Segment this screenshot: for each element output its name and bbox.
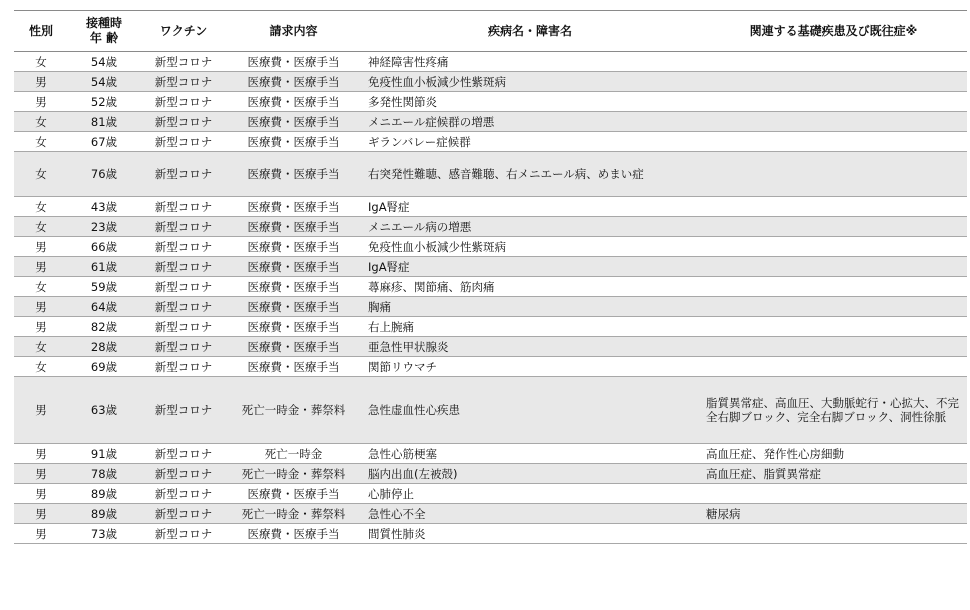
cell-age: 43歳 bbox=[68, 197, 140, 217]
table-row bbox=[14, 377, 967, 444]
cell-sex: 男 bbox=[14, 297, 68, 317]
cell-related bbox=[700, 72, 967, 92]
cell-sex: 女 bbox=[14, 52, 68, 72]
cell-disease: IgA腎症 bbox=[360, 197, 700, 217]
cell-age: 63歳 bbox=[68, 377, 140, 444]
cell-disease: 間質性肺炎 bbox=[360, 524, 700, 544]
cell-related bbox=[700, 524, 967, 544]
cell-disease: 急性心不全 bbox=[360, 504, 700, 524]
table-row bbox=[14, 504, 967, 524]
cell-sex: 女 bbox=[14, 152, 68, 197]
cell-related bbox=[700, 357, 967, 377]
table-row bbox=[14, 52, 967, 72]
cell-age: 76歳 bbox=[68, 152, 140, 197]
cell-claim: 医療費・医療手当 bbox=[227, 237, 360, 257]
cell-related bbox=[700, 197, 967, 217]
cell-vaccine: 新型コロナ bbox=[140, 52, 227, 72]
cell-related bbox=[700, 297, 967, 317]
cell-vaccine: 新型コロナ bbox=[140, 92, 227, 112]
header-age-line2: 年 齢 bbox=[89, 31, 119, 45]
cell-vaccine: 新型コロナ bbox=[140, 132, 227, 152]
cell-vaccine: 新型コロナ bbox=[140, 357, 227, 377]
table-row bbox=[14, 257, 967, 277]
cell-claim: 医療費・医療手当 bbox=[227, 277, 360, 297]
cell-claim: 医療費・医療手当 bbox=[227, 524, 360, 544]
cell-age: 52歳 bbox=[68, 92, 140, 112]
table-row bbox=[14, 337, 967, 357]
table-row bbox=[14, 464, 967, 484]
cell-vaccine: 新型コロナ bbox=[140, 277, 227, 297]
cell-sex: 女 bbox=[14, 337, 68, 357]
cell-claim: 医療費・医療手当 bbox=[227, 357, 360, 377]
cell-sex: 女 bbox=[14, 357, 68, 377]
cell-related bbox=[700, 317, 967, 337]
cell-sex: 男 bbox=[14, 524, 68, 544]
table-row bbox=[14, 277, 967, 297]
header-claim: 請求内容 bbox=[227, 11, 360, 52]
cell-related bbox=[700, 337, 967, 357]
table-row bbox=[14, 317, 967, 337]
cell-vaccine: 新型コロナ bbox=[140, 337, 227, 357]
cell-age: 69歳 bbox=[68, 357, 140, 377]
cell-age: 66歳 bbox=[68, 237, 140, 257]
header-row bbox=[14, 11, 967, 52]
table-row bbox=[14, 72, 967, 92]
cell-sex: 男 bbox=[14, 317, 68, 337]
cell-sex: 男 bbox=[14, 504, 68, 524]
cell-claim: 医療費・医療手当 bbox=[227, 297, 360, 317]
table-row bbox=[14, 524, 967, 544]
table-row bbox=[14, 197, 967, 217]
cell-claim: 死亡一時金・葬祭料 bbox=[227, 504, 360, 524]
table-row bbox=[14, 237, 967, 257]
cell-claim: 医療費・医療手当 bbox=[227, 197, 360, 217]
cell-age: 89歳 bbox=[68, 484, 140, 504]
cell-claim: 医療費・医療手当 bbox=[227, 317, 360, 337]
table-row bbox=[14, 484, 967, 504]
cell-related bbox=[700, 217, 967, 237]
cell-vaccine: 新型コロナ bbox=[140, 197, 227, 217]
header-age bbox=[68, 11, 140, 52]
cell-claim: 医療費・医療手当 bbox=[227, 257, 360, 277]
cell-claim: 医療費・医療手当 bbox=[227, 112, 360, 132]
cell-sex: 男 bbox=[14, 257, 68, 277]
cell-disease: 多発性関節炎 bbox=[360, 92, 700, 112]
cell-vaccine: 新型コロナ bbox=[140, 524, 227, 544]
cell-sex: 女 bbox=[14, 132, 68, 152]
cell-age: 67歳 bbox=[68, 132, 140, 152]
cell-sex: 女 bbox=[14, 217, 68, 237]
cell-claim: 医療費・医療手当 bbox=[227, 92, 360, 112]
table-row bbox=[14, 92, 967, 112]
cell-claim: 死亡一時金・葬祭料 bbox=[227, 377, 360, 444]
cell-related bbox=[700, 52, 967, 72]
cell-claim: 医療費・医療手当 bbox=[227, 132, 360, 152]
cell-related: 糖尿病 bbox=[700, 504, 967, 524]
cell-related bbox=[700, 484, 967, 504]
cell-vaccine: 新型コロナ bbox=[140, 112, 227, 132]
cell-claim: 医療費・医療手当 bbox=[227, 337, 360, 357]
cell-disease: 脳内出血(左被殻) bbox=[360, 464, 700, 484]
cell-age: 59歳 bbox=[68, 277, 140, 297]
cell-claim: 医療費・医療手当 bbox=[227, 217, 360, 237]
table-row bbox=[14, 357, 967, 377]
cell-vaccine: 新型コロナ bbox=[140, 297, 227, 317]
cell-related bbox=[700, 132, 967, 152]
cell-vaccine: 新型コロナ bbox=[140, 464, 227, 484]
table-body bbox=[14, 52, 967, 544]
cell-disease: 蕁麻疹、関節痛、筋肉痛 bbox=[360, 277, 700, 297]
cell-disease: 右突発性難聴、感音難聴、右メニエール病、めまい症 bbox=[360, 152, 700, 197]
cell-disease: 関節リウマチ bbox=[360, 357, 700, 377]
cell-related: 高血圧症、脂質異常症 bbox=[700, 464, 967, 484]
cell-age: 54歳 bbox=[68, 72, 140, 92]
cell-claim: 死亡一時金・葬祭料 bbox=[227, 464, 360, 484]
cell-disease: 神経障害性疼痛 bbox=[360, 52, 700, 72]
cell-vaccine: 新型コロナ bbox=[140, 217, 227, 237]
cell-vaccine: 新型コロナ bbox=[140, 504, 227, 524]
header-sex: 性別 bbox=[14, 11, 68, 52]
cell-age: 73歳 bbox=[68, 524, 140, 544]
cell-age: 28歳 bbox=[68, 337, 140, 357]
cell-vaccine: 新型コロナ bbox=[140, 317, 227, 337]
cell-related: 高血圧症、発作性心房細動 bbox=[700, 444, 967, 464]
header-disease: 疾病名・障害名 bbox=[360, 11, 700, 52]
cell-disease: 急性心筋梗塞 bbox=[360, 444, 700, 464]
cell-vaccine: 新型コロナ bbox=[140, 377, 227, 444]
cell-disease: IgA腎症 bbox=[360, 257, 700, 277]
cell-sex: 女 bbox=[14, 112, 68, 132]
cell-related: 脂質異常症、高血圧、大動脈蛇行・心拡大、不完全右脚ブロック、完全右脚ブロック、洞性徐脈 bbox=[700, 377, 967, 444]
cell-age: 81歳 bbox=[68, 112, 140, 132]
cell-related bbox=[700, 152, 967, 197]
cell-disease: 急性虚血性心疾患 bbox=[360, 377, 700, 444]
cell-vaccine: 新型コロナ bbox=[140, 237, 227, 257]
claims-table-container bbox=[14, 10, 967, 544]
claims-table bbox=[14, 10, 967, 544]
header-age-line1: 接種時 bbox=[85, 16, 122, 30]
cell-disease: 免疫性血小板減少性紫斑病 bbox=[360, 237, 700, 257]
cell-sex: 男 bbox=[14, 484, 68, 504]
table-row bbox=[14, 217, 967, 237]
cell-vaccine: 新型コロナ bbox=[140, 72, 227, 92]
cell-age: 64歳 bbox=[68, 297, 140, 317]
cell-disease: 免疫性血小板減少性紫斑病 bbox=[360, 72, 700, 92]
table-row bbox=[14, 297, 967, 317]
cell-age: 61歳 bbox=[68, 257, 140, 277]
cell-sex: 女 bbox=[14, 197, 68, 217]
cell-sex: 男 bbox=[14, 377, 68, 444]
cell-disease: ギランバレー症候群 bbox=[360, 132, 700, 152]
cell-sex: 男 bbox=[14, 464, 68, 484]
cell-vaccine: 新型コロナ bbox=[140, 484, 227, 504]
cell-vaccine: 新型コロナ bbox=[140, 444, 227, 464]
table-header bbox=[14, 11, 967, 52]
cell-vaccine: 新型コロナ bbox=[140, 152, 227, 197]
cell-claim: 医療費・医療手当 bbox=[227, 52, 360, 72]
cell-claim: 死亡一時金 bbox=[227, 444, 360, 464]
cell-age: 78歳 bbox=[68, 464, 140, 484]
cell-disease: メニエール病の増悪 bbox=[360, 217, 700, 237]
cell-disease: 胸痛 bbox=[360, 297, 700, 317]
table-row bbox=[14, 152, 967, 197]
cell-sex: 男 bbox=[14, 92, 68, 112]
cell-related bbox=[700, 112, 967, 132]
cell-sex: 男 bbox=[14, 237, 68, 257]
cell-sex: 男 bbox=[14, 72, 68, 92]
table-row bbox=[14, 444, 967, 464]
cell-disease: 右上腕痛 bbox=[360, 317, 700, 337]
cell-disease: メニエール症候群の増悪 bbox=[360, 112, 700, 132]
cell-sex: 女 bbox=[14, 277, 68, 297]
cell-age: 91歳 bbox=[68, 444, 140, 464]
cell-sex: 男 bbox=[14, 444, 68, 464]
cell-age: 89歳 bbox=[68, 504, 140, 524]
cell-disease: 心肺停止 bbox=[360, 484, 700, 504]
cell-related bbox=[700, 237, 967, 257]
table-row bbox=[14, 112, 967, 132]
header-related: 関連する基礎疾患及び既往症※ bbox=[700, 11, 967, 52]
cell-claim: 医療費・医療手当 bbox=[227, 72, 360, 92]
cell-claim: 医療費・医療手当 bbox=[227, 484, 360, 504]
cell-disease: 亜急性甲状腺炎 bbox=[360, 337, 700, 357]
cell-related bbox=[700, 277, 967, 297]
cell-age: 82歳 bbox=[68, 317, 140, 337]
cell-claim: 医療費・医療手当 bbox=[227, 152, 360, 197]
cell-related bbox=[700, 92, 967, 112]
table-row bbox=[14, 132, 967, 152]
header-vaccine: ワクチン bbox=[140, 11, 227, 52]
cell-vaccine: 新型コロナ bbox=[140, 257, 227, 277]
cell-related bbox=[700, 257, 967, 277]
cell-age: 54歳 bbox=[68, 52, 140, 72]
cell-age: 23歳 bbox=[68, 217, 140, 237]
